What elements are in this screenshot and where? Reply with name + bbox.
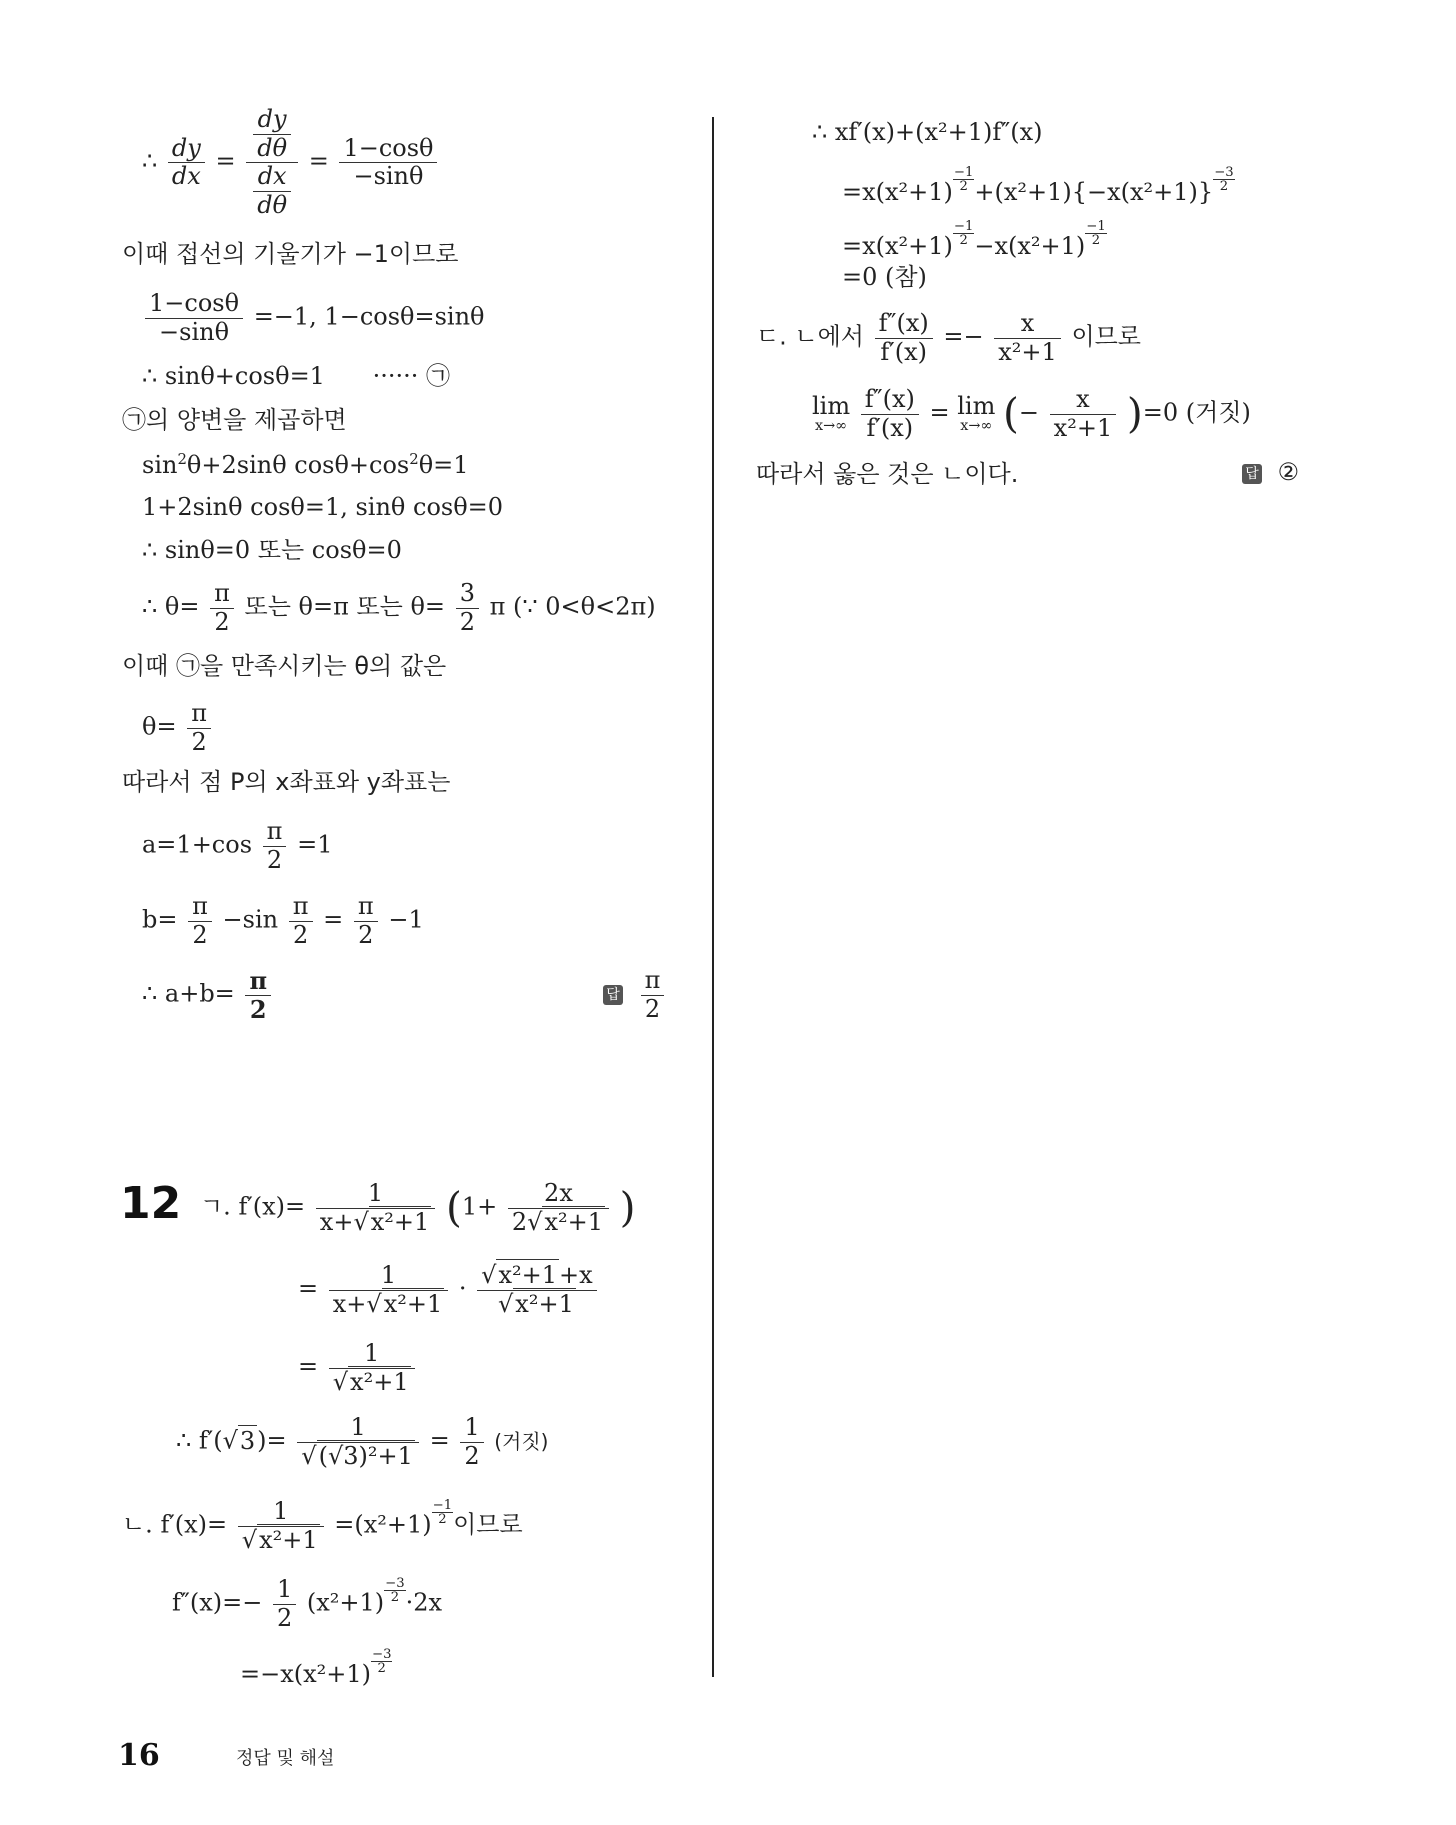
answer-badge: 답 — [603, 985, 623, 1005]
eq-n-fdoubleprime: f″(x)=− $\frac{1}{2}$ (x²+1) $\frac{-3}{2}$ ·2x — [172, 1575, 443, 1632]
answer-12 — [1242, 460, 1299, 484]
frac-slope: $\frac{1-\cos\theta}{-\sin\theta}$ — [145, 290, 243, 346]
answer-choice: ② — [1277, 458, 1300, 486]
eq-simplified: 1+2sinθ cosθ=1, sinθ cosθ=0 — [142, 493, 504, 521]
therefore-symbol: ∴ — [142, 147, 158, 176]
frac-param: $\frac{\frac{dy}{d\theta}}{\frac{dx}{d\theta}}$ — [246, 106, 298, 219]
problem-number: 12 — [120, 1178, 182, 1229]
eq-theta-solution: θ= $\frac{\pi}{2}$ — [142, 700, 214, 756]
eq-r-true: =0 (참) — [842, 263, 927, 291]
eq-r-limit: lim x→∞ $\frac{f''(x)}{f'(x)}$ = lim x→∞ (− $\frac{x}{\text{x²+1}}$ )=0 (거짓) — [812, 385, 1251, 442]
text-theta: 이때 ㉠을 만족시키는 θ의 값은 — [122, 652, 447, 680]
text-coordinates: 따라서 점 P의 x좌표와 y좌표는 — [122, 768, 451, 796]
eq-g-fprime: ㄱ. f′(x)= $\frac{1}{\text{x+√x²+1}}$ (1+ $\frac{2x}{\text{2√x²+1}}$ ) — [200, 1179, 636, 1236]
slope-rest: =−1, 1−cosθ=sinθ — [253, 302, 485, 331]
eq-squared: $\sin^2\theta+2\sin\theta$ $\cos\theta+\cos^2\theta=1$ — [142, 450, 469, 479]
eq-sin-cos-zero: ∴ sinθ=0 또는 cosθ=0 — [142, 536, 402, 564]
equals: = — [308, 147, 329, 176]
text-slope: 이때 접선의 기울기가 −1이므로 — [122, 240, 459, 268]
eq-g-step3: = $\frac{1}{\text{√x²+1}}$ — [298, 1340, 418, 1396]
eq-r-step1: =x(x²+1) $\frac{-1}{2}$ +(x²+1){−x(x²+1)} $\frac{-3}{2}$ — [842, 165, 1234, 207]
eq-b: b= $\frac{\pi}{2}$ −sin $\frac{\pi}{2}$ = $\frac{\pi}{2}$ −1 — [142, 892, 424, 949]
eq-sum — [142, 364, 450, 388]
eq-a: a=1+cos $\frac{\pi}{2}$ =1 — [142, 817, 333, 874]
answer-11: 답 $\frac{\pi}{2}$ — [603, 967, 667, 1023]
eq-n-step2: =−x(x²+1) $\frac{-3}{2}$ — [240, 1647, 392, 1689]
eq-r-step2: =x(x²+1) $\frac{-1}{2}$ −x(x²+1) $\frac{-1}{2}$ — [842, 219, 1106, 261]
frac-dy-dx: $\frac{dy}{dx}$ — [168, 135, 205, 191]
footer-title: 정답 및 해설 — [236, 1748, 335, 1769]
answer-badge: 답 — [1242, 464, 1262, 484]
eq-n-fprime: ㄴ. f′(x)= $\frac{1}{\text{√x²+1}}$ =(x²+1) $\frac{-1}{2}$ 이므로 — [122, 1497, 523, 1554]
eq-r-check: ∴ xf′(x)+(x²+1)f″(x) — [812, 118, 1043, 146]
column-divider — [712, 117, 714, 1677]
eq-r-d: ㄷ. ㄴ에서 $\frac{f''(x)}{f'(x)}$ =− $\frac{x}{\text{x²+1}}$ 이므로 — [756, 309, 1141, 366]
page-number: 16 — [118, 1738, 160, 1773]
eq-g-sqrt3: ∴ f′(√3)= $\frac{1}{\text{√(√3)²+1}}$ = $\frac{1}{2}$ (거짓) — [176, 1413, 549, 1470]
text-square: ㉠의 양변을 제곱하면 — [122, 406, 347, 434]
sum-eq: ∴ sinθ+cosθ=1 — [142, 362, 325, 390]
eq-slope — [142, 290, 484, 346]
eq-dy-dx — [142, 106, 440, 219]
frac-cos-sin: $\frac{1-\cos\theta}{-\sin\theta}$ — [339, 135, 437, 191]
eq-marker: ······ ㉠ — [372, 362, 450, 390]
eq-g-step2: = $\frac{1}{\text{x+√x²+1}}$ · $\frac{\text{√x²+1+x}}{\text{√x²+1}}$ — [298, 1262, 600, 1318]
eq-theta-values: ∴ θ= $\frac{\pi}{2}$ 또는 θ=π 또는 θ= $\frac{3}{2}$ π (∵ 0<θ<2π) — [142, 579, 656, 636]
text-conclusion: 따라서 옳은 것은 ㄴ이다. — [756, 460, 1019, 488]
eq-a-plus-b: ∴ a+b= $\frac{\pi}{2}$ — [142, 967, 274, 1023]
equals: = — [215, 147, 236, 176]
